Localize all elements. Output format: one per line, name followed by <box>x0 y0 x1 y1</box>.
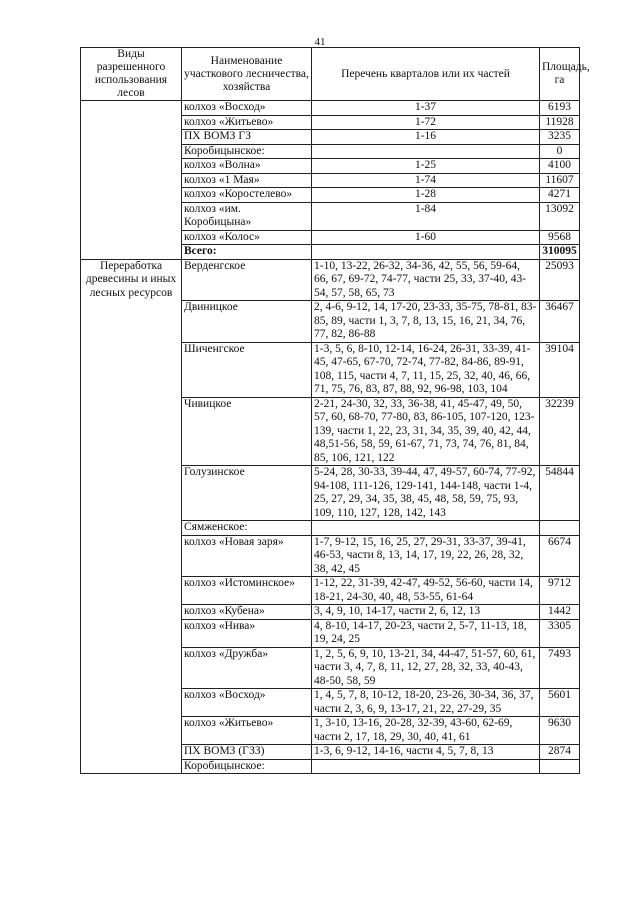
quarters-cell <box>312 144 540 159</box>
area-cell: 11928 <box>540 115 580 130</box>
forestry-name-cell: колхоз «Дружба» <box>182 647 312 689</box>
page-number: 41 <box>314 36 326 48</box>
header-forestry-name: Наименование участкового лесничества, хозяйства <box>182 48 312 101</box>
forestry-name-cell: Голузинское <box>182 466 312 521</box>
quarters-cell: 1-74 <box>312 173 540 188</box>
forestry-name-cell: колхоз «1 Мая» <box>182 173 312 188</box>
quarters-cell: 2-21, 24-30, 32, 33, 36-38, 41, 45-47, 49, 50, 57, 60, 68-70, 77-80, 83, 86-105, 107-120, 123-139, части 1, 22, 23, 31, 34, 35, 39, 40, 42, 44, 48,51-56, 58, 59, 61-67, 71, 73, 74, 76, 81, 84, 85, 106, 121, 122 <box>312 397 540 466</box>
quarters-cell: 1, 2, 5, 6, 9, 10, 13-21, 34, 44-47, 51-57, 60, 61, части 3, 4, 7, 8, 11, 12, 27, 28, 32, 33, 40-43, 48-50, 58, 59 <box>312 647 540 689</box>
table-row <box>81 101 580 116</box>
quarters-cell: 1-7, 9-12, 15, 16, 25, 27, 29-31, 33-37, 39-41, 46-53, части 8, 13, 14, 17, 19, 22, 26, 28, 32, 38, 42, 45 <box>312 535 540 577</box>
forest-quarters-table <box>80 47 590 774</box>
forestry-name-cell: колхоз «Новая заря» <box>182 535 312 577</box>
area-cell: 4271 <box>540 188 580 203</box>
forestry-name-cell: колхоз «Восход» <box>182 101 312 116</box>
area-cell: 32239 <box>540 397 580 466</box>
header-area: Площадь, га <box>540 48 580 101</box>
quarters-cell: 1-12, 22, 31-39, 42-47, 49-52, 56-60, части 14, 18-21, 24-30, 40, 48, 53-55, 61-64 <box>312 577 540 605</box>
quarters-cell: 1-84 <box>312 202 540 230</box>
table-row <box>81 259 580 301</box>
area-cell: 25093 <box>540 259 580 301</box>
area-cell: 9712 <box>540 577 580 605</box>
area-cell: 6674 <box>540 535 580 577</box>
use-type-cell: Переработка древесины и иных лесных ресурсов <box>81 259 182 774</box>
quarters-cell: 5-24, 28, 30-33, 39-44, 47, 49-57, 60-74, 77-92, 94-108, 111-126, 129-141, 144-148, части 1-4, 25, 27, 29, 34, 35, 38, 45, 48, 58, 59, 75, 93, 109, 110, 127, 128, 142, 143 <box>312 466 540 521</box>
total-label: Всего: <box>182 245 312 260</box>
area-cell: 0 <box>540 144 580 159</box>
area-cell: 11607 <box>540 173 580 188</box>
area-cell <box>540 759 580 774</box>
area-cell: 4100 <box>540 159 580 174</box>
quarters-cell: 1, 3-10, 13-16, 20-28, 32-39, 43-60, 62-69, части 2, 17, 18, 29, 30, 40, 41, 61 <box>312 717 540 745</box>
forestry-name-cell: колхоз «Коростелево» <box>182 188 312 203</box>
forestry-name-cell: Шиченгское <box>182 342 312 397</box>
section1-body <box>81 101 580 260</box>
area-cell: 3235 <box>540 130 580 145</box>
quarters-cell: 1-16 <box>312 130 540 145</box>
quarters-cell: 1-10, 13-22, 26-32, 34-36, 42, 55, 56, 59-64, 66, 67, 69-72, 74-77, части 25, 33, 37-40, 43-54, 57, 58, 65, 73 <box>312 259 540 301</box>
quarters-cell: 1-60 <box>312 230 540 245</box>
forestry-name-cell: колхоз «Истоминское» <box>182 577 312 605</box>
forestry-name-cell: колхоз «Житьево» <box>182 115 312 130</box>
quarters-cell: 2, 4-6, 9-12, 14, 17-20, 23-33, 35-75, 78-81, 83-85, 89, части 1, 3, 7, 8, 13, 15, 16, 21, 34, 76, 77, 82, 86-88 <box>312 301 540 343</box>
quarters-cell <box>312 759 540 774</box>
forestry-name-cell: Верденгское <box>182 259 312 301</box>
quarters-cell: 1-37 <box>312 101 540 116</box>
area-cell: 39104 <box>540 342 580 397</box>
forestry-name-cell: колхоз «Волна» <box>182 159 312 174</box>
area-cell: 54844 <box>540 466 580 521</box>
forestry-name-cell: колхоз «Нива» <box>182 619 312 647</box>
header-quarters: Перечень кварталов или их частей <box>312 48 540 101</box>
quarters-cell: 1-28 <box>312 188 540 203</box>
quarters-cell: 3, 4, 9, 10, 14-17, части 2, 6, 12, 13 <box>312 605 540 620</box>
use-type-cell-empty <box>81 101 182 260</box>
area-cell: 5601 <box>540 689 580 717</box>
table-header-row <box>81 48 580 101</box>
area-cell: 3305 <box>540 619 580 647</box>
forestry-name-cell: ПХ ВОМЗ (ГЗЗ) <box>182 745 312 760</box>
area-cell: 7493 <box>540 647 580 689</box>
forestry-name-cell: ПХ ВОМЗ ГЗ <box>182 130 312 145</box>
area-cell: 6193 <box>540 101 580 116</box>
area-cell: 1442 <box>540 605 580 620</box>
forestry-name-cell: колхоз «Восход» <box>182 689 312 717</box>
forestry-name-cell: колхоз «им. Коробицына» <box>182 202 312 230</box>
forestry-name-cell: Коробицынское: <box>182 759 312 774</box>
area-cell <box>540 521 580 536</box>
forestry-name-cell: колхоз «Кубена» <box>182 605 312 620</box>
area-cell: 13092 <box>540 202 580 230</box>
forestry-name-cell: Коробицынское: <box>182 144 312 159</box>
forestry-name-cell: Сямженское: <box>182 521 312 536</box>
section2-body <box>81 259 580 774</box>
area-cell: 2874 <box>540 745 580 760</box>
header-use-type: Виды разрешенного использования лесов <box>81 48 182 101</box>
quarters-cell: 1-3, 5, 6, 8-10, 12-14, 16-24, 26-31, 33-39, 41-45, 47-65, 67-70, 72-74, 77-82, 84-86, 89-91, 108, 115, части 4, 7, 11, 15, 25, 32, 40, 46, 66, 71, 75, 76, 83, 87, 88, 92, 96-98, 103, 104 <box>312 342 540 397</box>
quarters-cell <box>312 521 540 536</box>
quarters-cell: 1-25 <box>312 159 540 174</box>
quarters-cell: 4, 8-10, 14-17, 20-23, части 2, 5-7, 11-13, 18, 19, 24, 25 <box>312 619 540 647</box>
forestry-name-cell: колхоз «Колос» <box>182 230 312 245</box>
quarters-cell: 1-3, 6, 9-12, 14-16, части 4, 5, 7, 8, 13 <box>312 745 540 760</box>
total-quarters-empty <box>312 245 540 260</box>
area-cell: 9568 <box>540 230 580 245</box>
forestry-name-cell: Чивицкое <box>182 397 312 466</box>
quarters-cell: 1, 4, 5, 7, 8, 10-12, 18-20, 23-26, 30-34, 36, 37, части 2, 3, 6, 9, 13-17, 21, 22, 27-29, 35 <box>312 689 540 717</box>
forestry-name-cell: Двиницкое <box>182 301 312 343</box>
quarters-cell: 1-72 <box>312 115 540 130</box>
forestry-name-cell: колхоз «Житьево» <box>182 717 312 745</box>
total-area: 310095 <box>540 245 580 260</box>
area-cell: 9630 <box>540 717 580 745</box>
area-cell: 36467 <box>540 301 580 343</box>
